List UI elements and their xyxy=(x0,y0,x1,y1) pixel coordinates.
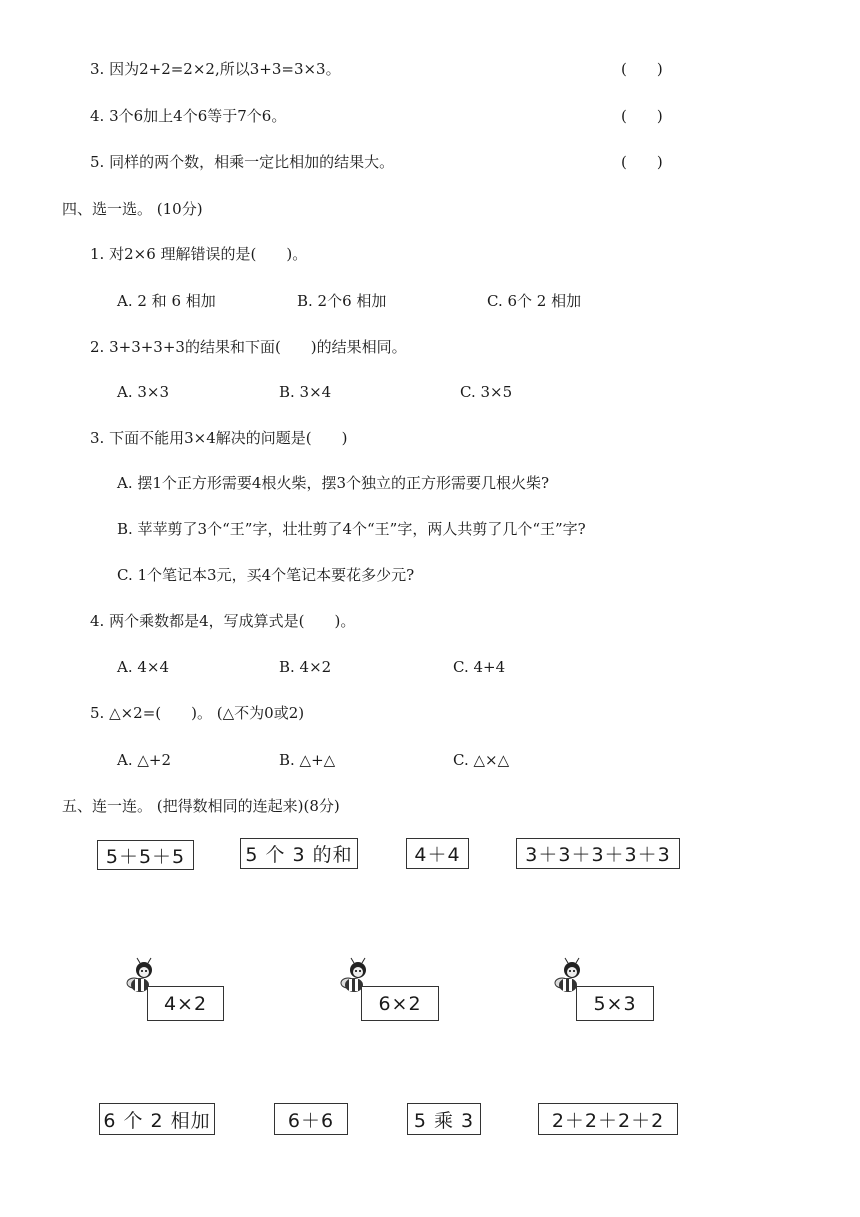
choose-q3-option-b: B. 苹苹剪了3个“王”字，壮壮剪了4个“王”字，两人共剪了几个“王”字? xyxy=(117,520,586,538)
expression-box[interactable]: 6×2 xyxy=(361,986,439,1021)
expression-box[interactable]: 3＋3＋3＋3＋3 xyxy=(516,838,680,869)
section-4-heading: 四、选一选。 (10分) xyxy=(62,200,203,218)
choose-q5: 5. △×2=( )。 (△不为0或2) xyxy=(90,704,305,722)
judge-answer-3[interactable]: ( ) xyxy=(621,60,663,78)
choose-q2: 2. 3+3+3+3的结果和下面( )的结果相同。 xyxy=(90,338,407,356)
section-5-heading: 五、连一连。 (把得数相同的连起来)(8分) xyxy=(62,797,340,815)
choose-q4: 4. 两个乘数都是4，写成算式是( )。 xyxy=(90,612,356,630)
expression-box[interactable]: 5＋5＋5 xyxy=(97,840,194,870)
expression-box[interactable]: 4×2 xyxy=(147,986,224,1021)
choose-q1-option-a: A. 2 和 6 相加 xyxy=(117,292,216,310)
judge-item-5: 5. 同样的两个数，相乘一定比相加的结果大。 xyxy=(90,153,395,171)
expression-box[interactable]: 6 个 2 相加 xyxy=(99,1103,215,1135)
choose-q1-option-c: C. 6个 2 相加 xyxy=(487,292,582,310)
judge-answer-4[interactable]: ( ) xyxy=(621,107,663,125)
choose-q3: 3. 下面不能用3×4解决的问题是( ) xyxy=(90,429,348,447)
choose-q3-option-c: C. 1个笔记本3元，买4个笔记本要花多少元? xyxy=(117,566,415,584)
choose-q4-option-c: C. 4+4 xyxy=(453,658,506,676)
expression-box[interactable]: 2＋2＋2＋2 xyxy=(538,1103,678,1135)
choose-q2-option-c: C. 3×5 xyxy=(460,383,513,401)
expression-box[interactable]: 5 个 3 的和 xyxy=(240,838,358,869)
judge-answer-5[interactable]: ( ) xyxy=(621,153,663,171)
choose-q5-option-c: C. △×△ xyxy=(453,751,510,769)
expression-box[interactable]: 4＋4 xyxy=(406,838,469,869)
choose-q2-option-a: A. 3×3 xyxy=(117,383,170,401)
choose-q1: 1. 对2×6 理解错误的是( )。 xyxy=(90,245,308,263)
choose-q2-option-b: B. 3×4 xyxy=(279,383,332,401)
judge-item-3: 3. 因为2+2=2×2,所以3+3=3×3。 xyxy=(90,60,341,78)
choose-q4-option-a: A. 4×4 xyxy=(117,658,170,676)
judge-item-4: 4. 3个6加上4个6等于7个6。 xyxy=(90,107,287,125)
choose-q5-option-b: B. △+△ xyxy=(279,751,336,769)
choose-q1-option-b: B. 2个6 相加 xyxy=(297,292,387,310)
expression-box[interactable]: 6＋6 xyxy=(274,1103,348,1135)
choose-q4-option-b: B. 4×2 xyxy=(279,658,332,676)
choose-q5-option-a: A. △+2 xyxy=(117,751,172,769)
expression-box[interactable]: 5 乘 3 xyxy=(407,1103,481,1135)
choose-q3-option-a: A. 摆1个正方形需要4根火柴，摆3个独立的正方形需要几根火柴? xyxy=(117,474,550,492)
expression-box[interactable]: 5×3 xyxy=(576,986,654,1021)
